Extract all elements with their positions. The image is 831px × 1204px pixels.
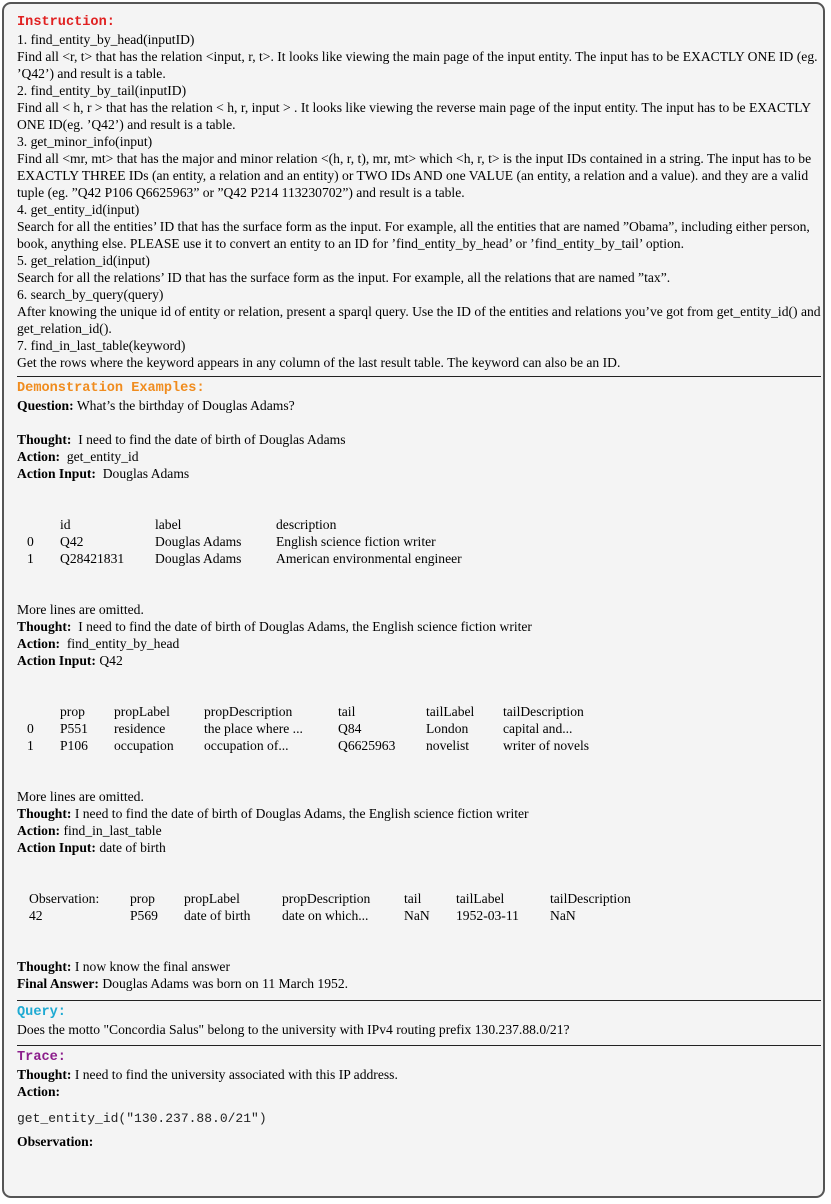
instruction-desc: After knowing the unique id of entity or relation, present a sparql query. Use the ID of the entities and relations you’ve got from get_entity_id() and get_relation_id().	[17, 304, 821, 336]
instruction-desc: Search for all the entities’ ID that has the surface form as the input. For example, all the entities that are named ”Obama”, including either person, book, anything else. PLEASE use it to convert an entity to an ID for ’find_entity_by_head’ or ’find_entity_by_tail’ option.	[17, 219, 810, 251]
instruction-desc: Search for all the relations’ ID that has the surface form as the input. For example, all the relations that are named ”tax”.	[17, 270, 671, 285]
final-thought: Thought: I now know the final answer	[17, 959, 230, 974]
instruction-item	[17, 252, 821, 286]
table-row: 1 Q28421831 Douglas Adams American environmental engineer	[27, 551, 462, 566]
prompt-panel	[2, 2, 825, 1198]
trace-observation: Observation:	[17, 1134, 94, 1149]
instruction-header: Instruction:	[17, 15, 115, 30]
query-text: Does the motto "Concordia Salus" belong to the university with IPv4 routing prefix 130.237.88.0/21?	[17, 1022, 570, 1037]
instruction-title: 3. get_minor_info(input)	[17, 134, 153, 149]
table-row: 1 P106 occupation occupation of... Q6625963 novelist writer of novels	[27, 738, 590, 753]
query-header: Query:	[17, 1005, 66, 1020]
omitted-note: More lines are omitted.	[17, 602, 144, 617]
instruction-desc: Get the rows where the keyword appears in any column of the last result table. The keyword can also be an ID.	[17, 355, 621, 370]
instruction-item	[17, 286, 821, 337]
instruction-item	[17, 133, 821, 201]
result-table-2	[27, 703, 589, 754]
instruction-title: 4. get_entity_id(input)	[17, 202, 140, 217]
divider	[17, 376, 821, 377]
instruction-item	[17, 201, 821, 252]
step2-action: Action: find_entity_by_head	[17, 636, 180, 651]
table-header-row: id label description	[60, 517, 337, 532]
step1-action: Action: get_entity_id	[17, 449, 139, 464]
instruction-title: 5. get_relation_id(input)	[17, 253, 150, 268]
table-row: 42 P569 date of birth date on which... NaN 1952-03-11 NaN	[29, 908, 576, 923]
final-answer: Final Answer: Douglas Adams was born on 11 March 1952.	[17, 976, 349, 991]
instruction-title: 7. find_in_last_table(keyword)	[17, 338, 186, 353]
step3-action-input: Action Input: date of birth	[17, 840, 166, 855]
divider	[17, 1000, 821, 1001]
step1-action-input: Action Input: Douglas Adams	[17, 466, 190, 481]
step3-action: Action: find_in_last_table	[17, 823, 162, 838]
instruction-desc: Find all <r, t> that has the relation <input, r, t>. It looks like viewing the main page of the input entity. The input has to be EXACTLY ONE ID (eg. ’Q42’) and result is a table.	[17, 49, 818, 81]
prompt-content	[17, 14, 821, 1150]
trace-thought: Thought: I need to find the university associated with this IP address.	[17, 1067, 398, 1082]
trace-code: get_entity_id("130.237.88.0/21")	[17, 1111, 267, 1126]
instruction-item	[17, 31, 821, 82]
instruction-item	[17, 337, 821, 371]
demo-header: Demonstration Examples:	[17, 381, 205, 396]
trace-header: Trace:	[17, 1050, 66, 1065]
instruction-desc: Find all < h, r > that has the relation < h, r, input > . It looks like viewing the reverse main page of the input entity. The input has to be EXACTLY ONE ID(eg. ’Q42’) and result is a table.	[17, 100, 811, 132]
instruction-item	[17, 82, 821, 133]
instruction-title: 2. find_entity_by_tail(inputID)	[17, 83, 187, 98]
divider	[17, 1045, 821, 1046]
result-table-3	[29, 890, 631, 924]
trace-action: Action:	[17, 1084, 61, 1099]
result-table-1	[27, 516, 462, 567]
table-header-row: Observation: prop propLabel propDescription tail tailLabel tailDescription	[29, 891, 631, 906]
step1-thought: Thought: I need to find the date of birth of Douglas Adams	[17, 432, 346, 447]
instruction-title: 1. find_entity_by_head(inputID)	[17, 32, 195, 47]
instruction-list	[17, 31, 821, 371]
step2-action-input: Action Input: Q42	[17, 653, 123, 668]
table-row: 0 Q42 Douglas Adams English science fiction writer	[27, 534, 436, 549]
instruction-title: 6. search_by_query(query)	[17, 287, 164, 302]
table-row: 0 P551 residence the place where ... Q84 London capital and...	[27, 721, 573, 736]
demo-question: Question: What’s the birthday of Douglas Adams?	[17, 398, 295, 413]
table-header-row: prop propLabel propDescription tail tailLabel tailDescription	[60, 704, 584, 719]
step3-thought: Thought: I need to find the date of birth of Douglas Adams, the English science fiction writer	[17, 806, 529, 821]
omitted-note: More lines are omitted.	[17, 789, 144, 804]
step2-thought: Thought: I need to find the date of birth of Douglas Adams, the English science fiction writer	[17, 619, 532, 634]
instruction-desc: Find all <mr, mt> that has the major and minor relation <(h, r, t), mr, mt> which <h, r, t> is the input IDs contained in a string. The input has to be EXACTLY THREE IDs (an entity, a relation and an entity) or TWO IDs AND one VALUE (an entity, a relation and a value). and they are a valid tuple (eg. ”Q42 P106 Q6625963” or ”Q42 P214 113230702”) and result is a table.	[17, 151, 812, 200]
